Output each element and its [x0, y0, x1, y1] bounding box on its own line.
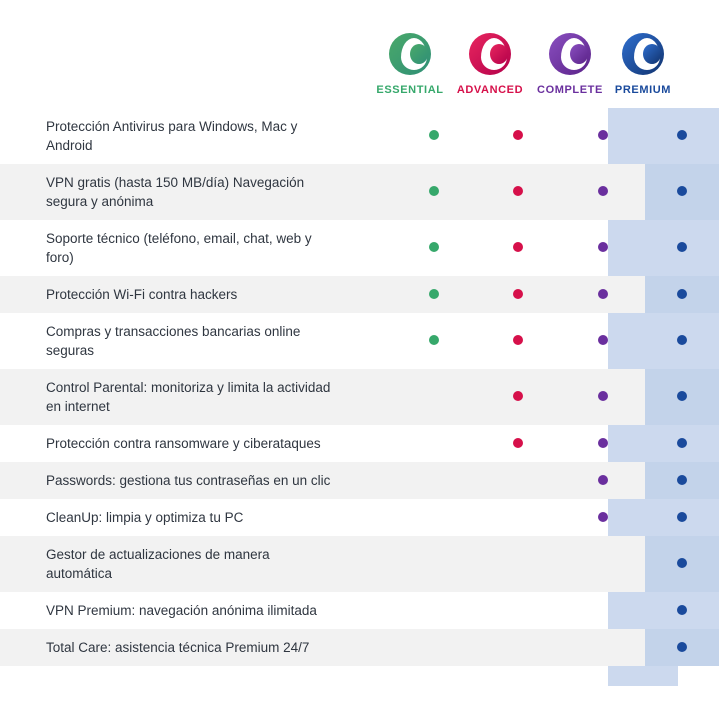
not-included-placeholder — [429, 605, 439, 615]
spacer-cell — [348, 536, 391, 592]
not-included-placeholder — [513, 642, 523, 652]
cell-essential — [392, 313, 476, 369]
not-included-placeholder — [513, 558, 523, 568]
not-included-placeholder — [429, 558, 439, 568]
spacer-cell — [348, 276, 391, 313]
cell-premium — [645, 462, 719, 499]
spacer-cell — [348, 108, 391, 164]
cell-advanced — [476, 425, 560, 462]
spacer-cell — [348, 499, 391, 536]
cell-premium — [645, 164, 719, 220]
shield-icon-complete — [549, 33, 591, 75]
cell-advanced — [476, 369, 560, 425]
included-dot-icon — [677, 438, 687, 448]
table-row — [0, 462, 719, 499]
included-dot-icon — [598, 475, 608, 485]
included-dot-icon — [429, 242, 439, 252]
shield-icon-essential — [389, 33, 431, 75]
cell-complete — [561, 369, 645, 425]
cell-essential — [392, 425, 476, 462]
included-dot-icon — [598, 186, 608, 196]
included-dot-icon — [513, 289, 523, 299]
spacer-cell — [348, 462, 391, 499]
not-included-placeholder — [429, 391, 439, 401]
plan-label-advanced: ADVANCED — [456, 84, 524, 96]
cell-complete — [561, 313, 645, 369]
included-dot-icon — [513, 186, 523, 196]
cell-essential — [392, 369, 476, 425]
cell-advanced — [476, 499, 560, 536]
cell-essential — [392, 499, 476, 536]
cell-complete — [561, 108, 645, 164]
cell-advanced — [476, 536, 560, 592]
not-included-placeholder — [513, 475, 523, 485]
table-row — [0, 592, 719, 629]
cell-advanced — [476, 220, 560, 276]
cell-premium — [645, 313, 719, 369]
not-included-placeholder — [598, 558, 608, 568]
feature-label: VPN gratis (hasta 150 MB/día) Navegación segura y anónima — [0, 164, 348, 220]
included-dot-icon — [598, 130, 608, 140]
cell-essential — [392, 220, 476, 276]
cell-essential — [392, 462, 476, 499]
included-dot-icon — [598, 335, 608, 345]
included-dot-icon — [598, 391, 608, 401]
not-included-placeholder — [429, 512, 439, 522]
cell-advanced — [476, 629, 560, 666]
cell-complete — [561, 629, 645, 666]
plan-logo-wrap-essential — [370, 30, 450, 78]
included-dot-icon — [677, 642, 687, 652]
feature-label: CleanUp: limpia y optimiza tu PC — [46, 510, 244, 525]
spacer-cell — [348, 313, 391, 369]
cell-essential — [392, 108, 476, 164]
plan-header-essential[interactable] — [370, 30, 450, 96]
spacer-cell — [348, 369, 391, 425]
included-dot-icon — [677, 130, 687, 140]
included-dot-icon — [598, 289, 608, 299]
spacer-cell — [348, 425, 391, 462]
cell-advanced — [476, 164, 560, 220]
included-dot-icon — [513, 391, 523, 401]
plan-header-complete[interactable] — [530, 30, 610, 96]
not-included-placeholder — [429, 438, 439, 448]
included-dot-icon — [598, 512, 608, 522]
included-dot-icon — [677, 512, 687, 522]
not-included-placeholder — [513, 512, 523, 522]
table-row — [0, 536, 719, 592]
feature-comparison-table — [0, 108, 719, 666]
cell-complete — [561, 220, 645, 276]
table-row — [0, 499, 719, 536]
cell-premium — [645, 369, 719, 425]
included-dot-icon — [677, 475, 687, 485]
cell-advanced — [476, 276, 560, 313]
plan-header-row — [0, 30, 719, 108]
cell-essential — [392, 629, 476, 666]
plan-label-premium: PREMIUM — [614, 84, 672, 96]
cell-premium — [645, 629, 719, 666]
table-row — [0, 425, 719, 462]
feature-label: Compras y transacciones bancarias online seguras — [46, 324, 301, 358]
table-row — [0, 164, 719, 220]
cell-premium — [645, 108, 719, 164]
cell-premium — [645, 499, 719, 536]
included-dot-icon — [429, 335, 439, 345]
table-row — [0, 108, 719, 164]
not-included-placeholder — [429, 642, 439, 652]
included-dot-icon — [429, 186, 439, 196]
included-dot-icon — [677, 391, 687, 401]
not-included-placeholder — [598, 642, 608, 652]
cell-advanced — [476, 108, 560, 164]
feature-label: Protección Antivirus para Windows, Mac y Android — [46, 119, 298, 153]
plan-header-advanced[interactable] — [450, 30, 530, 96]
included-dot-icon — [513, 335, 523, 345]
shield-icon-premium — [622, 33, 664, 75]
included-dot-icon — [677, 289, 687, 299]
cell-complete — [561, 276, 645, 313]
feature-label: Total Care: asistencia técnica Premium 24/7 — [0, 629, 348, 666]
shield-icon-advanced — [469, 33, 511, 75]
feature-label: Control Parental: monitoriza y limita la actividad en internet — [0, 369, 348, 425]
feature-label: Passwords: gestiona tus contraseñas en un clic — [0, 462, 348, 499]
included-dot-icon — [677, 242, 687, 252]
cell-essential — [392, 592, 476, 629]
table-row — [0, 313, 719, 369]
cell-complete — [561, 462, 645, 499]
table-body — [0, 108, 719, 666]
plan-label-essential: ESSENTIAL — [376, 84, 444, 96]
cell-premium — [645, 425, 719, 462]
feature-label: Protección Wi-Fi contra hackers — [0, 276, 348, 313]
cell-advanced — [476, 313, 560, 369]
cell-complete — [561, 536, 645, 592]
cell-complete — [561, 425, 645, 462]
feature-label: Gestor de actualizaciones de manera automática — [0, 536, 348, 592]
included-dot-icon — [677, 186, 687, 196]
spacer-cell — [348, 592, 391, 629]
included-dot-icon — [677, 605, 687, 615]
cell-essential — [392, 164, 476, 220]
not-included-placeholder — [598, 605, 608, 615]
cell-complete — [561, 164, 645, 220]
included-dot-icon — [513, 438, 523, 448]
table-row — [0, 369, 719, 425]
not-included-placeholder — [513, 605, 523, 615]
cell-complete — [561, 499, 645, 536]
included-dot-icon — [677, 558, 687, 568]
cell-premium — [645, 592, 719, 629]
spacer-cell — [348, 164, 391, 220]
plan-header-premium[interactable] — [608, 30, 678, 96]
included-dot-icon — [429, 289, 439, 299]
table-row — [0, 220, 719, 276]
plan-logo-wrap-complete — [530, 30, 610, 78]
included-dot-icon — [429, 130, 439, 140]
spacer-cell — [348, 629, 391, 666]
feature-label: VPN Premium: navegación anónima ilimitada — [46, 603, 317, 618]
included-dot-icon — [677, 335, 687, 345]
cell-essential — [392, 536, 476, 592]
cell-advanced — [476, 592, 560, 629]
cell-advanced — [476, 462, 560, 499]
included-dot-icon — [513, 130, 523, 140]
cell-complete — [561, 592, 645, 629]
cell-premium — [645, 220, 719, 276]
feature-label: Soporte técnico (teléfono, email, chat, web y foro) — [46, 231, 312, 265]
not-included-placeholder — [429, 475, 439, 485]
included-dot-icon — [513, 242, 523, 252]
plan-logo-wrap-advanced — [450, 30, 530, 78]
cell-essential — [392, 276, 476, 313]
table-row — [0, 629, 719, 666]
spacer-cell — [348, 220, 391, 276]
included-dot-icon — [598, 438, 608, 448]
cell-premium — [645, 536, 719, 592]
feature-label: Protección contra ransomware y ciberataques — [46, 436, 321, 451]
included-dot-icon — [598, 242, 608, 252]
plan-label-complete: COMPLETE — [537, 84, 603, 96]
cell-premium — [645, 276, 719, 313]
plan-logo-wrap-premium — [608, 30, 678, 78]
table-row — [0, 276, 719, 313]
